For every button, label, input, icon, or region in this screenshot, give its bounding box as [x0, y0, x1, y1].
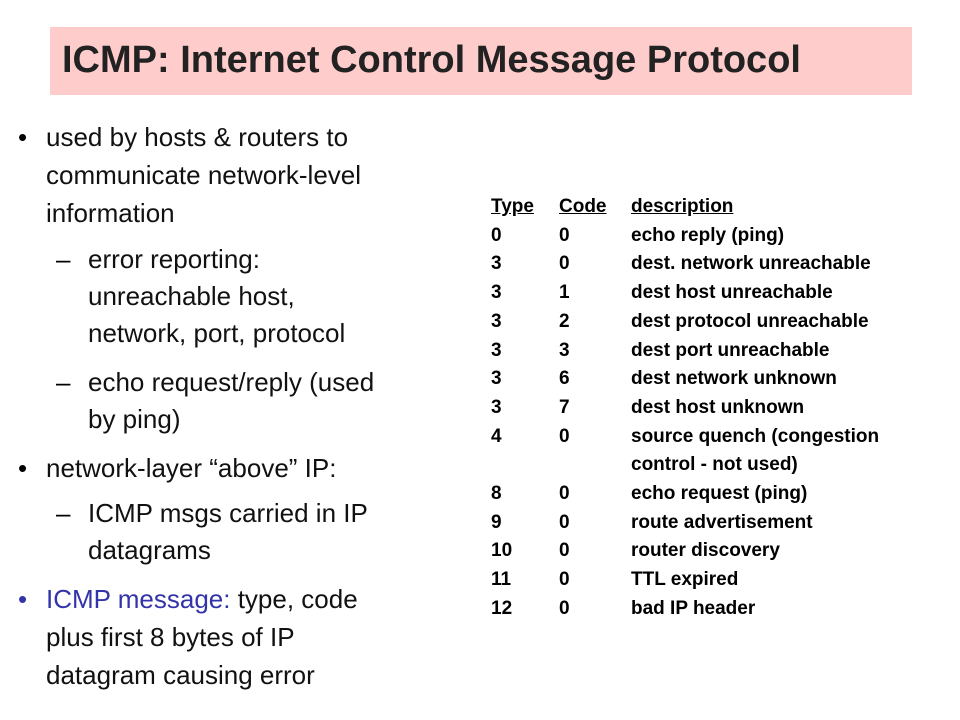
header-description: description: [631, 196, 734, 217]
sub-1-line-2: unreachable host,: [88, 281, 295, 311]
bullet-3-line-3: datagram causing error: [46, 660, 315, 690]
sub-2-line-2: by ping): [88, 404, 181, 434]
bullet-3-line-1: [46, 584, 358, 614]
code-cell: 7: [559, 396, 570, 418]
header-code: Code: [559, 196, 607, 217]
description-cell: source quench (congestion: [631, 425, 880, 447]
table-row: [491, 394, 879, 423]
type-cell: [491, 451, 559, 480]
type-cell: 9: [491, 511, 502, 533]
description-cell: route advertisement: [631, 511, 813, 533]
type-cell: 3: [491, 396, 502, 418]
table-row: [491, 365, 879, 394]
bullet-3-rest: type, code: [230, 584, 358, 614]
description-cell: dest. network unreachable: [631, 253, 871, 275]
sub-3-line-2: datagrams: [88, 535, 211, 565]
table-row: [491, 566, 879, 595]
table-row: [491, 509, 879, 538]
code-cell: 3: [559, 339, 570, 361]
sub-2-line-1: echo request/reply (used: [88, 367, 375, 397]
bullet-3-line-2: plus first 8 bytes of IP: [46, 622, 295, 652]
dash-marker: –: [56, 244, 71, 274]
code-cell: 0: [559, 425, 570, 447]
table-row: [491, 250, 879, 279]
description-cell: echo reply (ping): [631, 224, 785, 246]
bullet-3-label: ICMP message:: [46, 584, 231, 614]
type-cell: 3: [491, 339, 502, 361]
bullet-1-line-1: used by hosts & routers to: [46, 122, 349, 152]
type-cell: 4: [491, 425, 502, 447]
type-cell: 11: [491, 569, 512, 591]
code-cell: 2: [559, 310, 570, 332]
bullet-list: [0, 0, 460, 720]
type-cell: 3: [491, 282, 502, 304]
description-cell: bad IP header: [631, 597, 756, 619]
type-cell: 8: [491, 483, 502, 505]
description-cell: dest host unreachable: [631, 282, 833, 304]
bullet-1-line-3: information: [46, 198, 175, 228]
type-cell: 12: [491, 597, 513, 619]
sub-1-line-3: network, port, protocol: [88, 318, 346, 348]
table-row: [491, 537, 879, 566]
type-cell: 3: [491, 253, 502, 275]
description-cell: dest protocol unreachable: [631, 310, 869, 332]
table-row: [491, 337, 879, 366]
table-row: [491, 222, 879, 251]
type-cell: 10: [491, 540, 513, 562]
code-cell: 0: [559, 511, 570, 533]
type-cell: 0: [491, 224, 502, 246]
description-cell: echo request (ping): [631, 483, 808, 505]
code-cell: 0: [559, 483, 570, 505]
bullet-marker: •: [18, 584, 28, 614]
bullet-2-line-1: network-layer “above” IP:: [46, 453, 337, 483]
description-cell: dest host unknown: [631, 396, 805, 418]
table-row: [491, 279, 879, 308]
header-type: Type: [491, 196, 534, 217]
code-cell: 0: [559, 569, 570, 591]
slide-title: ICMP: Internet Control Message Protocol: [62, 39, 801, 81]
icmp-type-table: [491, 193, 879, 624]
description-cell: control - not used): [631, 454, 798, 476]
code-cell: [559, 451, 631, 480]
description-cell: dest network unknown: [631, 368, 837, 390]
table-header-row: [491, 193, 879, 222]
dash-marker: –: [56, 498, 71, 528]
table-row: [491, 595, 879, 624]
code-cell: 0: [559, 253, 570, 275]
code-cell: 0: [559, 224, 570, 246]
code-cell: 6: [559, 368, 570, 390]
description-cell: router discovery: [631, 540, 780, 562]
description-cell: TTL expired: [631, 569, 739, 591]
code-cell: 1: [559, 282, 570, 304]
type-cell: 3: [491, 368, 502, 390]
code-cell: 0: [559, 540, 570, 562]
table-row: [491, 480, 879, 509]
code-cell: 0: [559, 597, 570, 619]
bullet-marker: •: [18, 122, 28, 152]
table-row: [491, 451, 879, 480]
description-cell: dest port unreachable: [631, 339, 830, 361]
bullet-1-line-2: communicate network-level: [46, 160, 362, 190]
bullet-marker: •: [18, 453, 28, 483]
type-cell: 3: [491, 310, 502, 332]
table-row: [491, 423, 879, 452]
dash-marker: –: [56, 367, 71, 397]
table-row: [491, 308, 879, 337]
sub-1-line-1: error reporting:: [88, 244, 260, 274]
sub-3-line-1: ICMP msgs carried in IP: [88, 498, 368, 528]
